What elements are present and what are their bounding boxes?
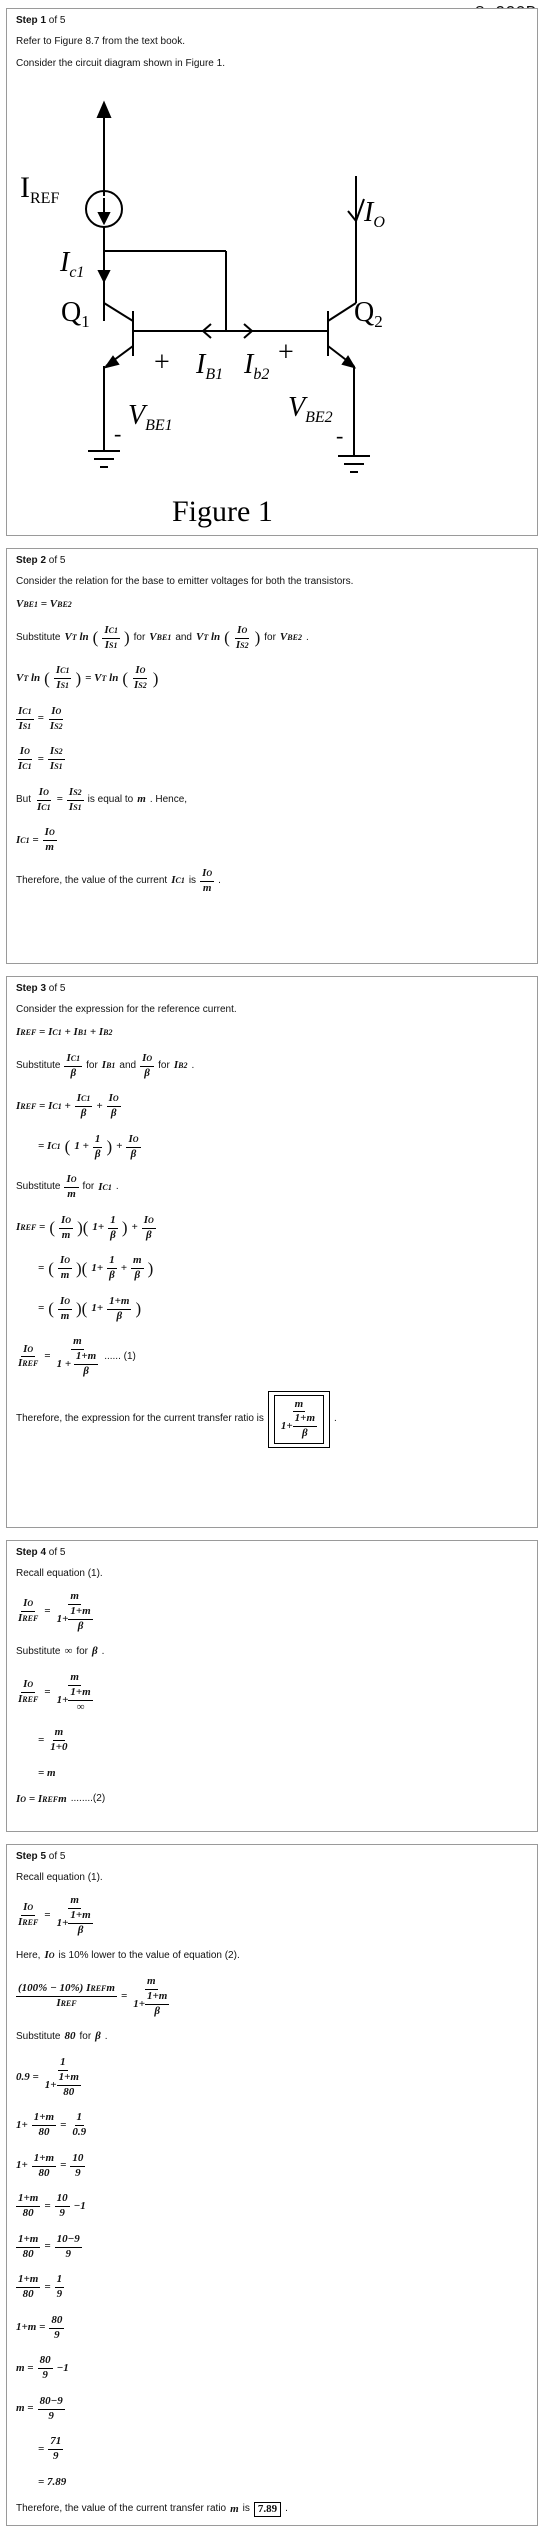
step-1-line-1: Refer to Figure 8.7 from the text book.: [16, 35, 185, 47]
step-3-header: Step 3 of 5: [16, 983, 66, 994]
step-4-card: Step 4 of 5 Recall equation (1). IO IREF = m 1+ $\frac{1+m}{\beta}$ Substitute ∞ for β . IO IREF = m 1+ 1+m ∞ = $\frac{m}{1+0}$ = m IO = IREFm ........(2): [6, 1540, 538, 1832]
io-label: $I_O$: [364, 196, 385, 231]
minus-left: -: [114, 420, 122, 446]
step-2-but: But $\frac{IO}{IC1}$ = $\frac{IS2}{IS1}$ is equal to m . Hence,: [16, 785, 188, 813]
step-2-header: Step 2 of 5: [16, 555, 66, 566]
step-1-header: Step 1 of 5: [16, 15, 66, 26]
plus-left: +: [154, 346, 170, 378]
step-5-substitute: Substitute 80 for β .: [16, 2030, 108, 2043]
step-5-header: Step 5 of 5: [16, 1851, 66, 1862]
vbe1-label: $V_{BE1}$: [128, 399, 173, 434]
final-answer: 7.89: [254, 2502, 281, 2518]
step-2-therefore: Therefore, the value of the current IC1 is IO m .: [16, 866, 221, 894]
ib2-label: $I_{b2}$: [244, 348, 270, 383]
step-3-substitute: Substitute IC1 β for IB1 and IO β for IB2 .: [16, 1051, 195, 1079]
plus-right: +: [278, 336, 294, 368]
ic1-label: $I_{c1}$: [60, 246, 85, 281]
step-5-card: Step 5 of 5 Recall equation (1). IO IREF = m 1+ $\frac{1+m}{\beta}$ Here, IO is 10% lower to the value of equation (2). (100% − 10%) IREFm IREF = m 1+ $\frac{1+m}{\beta}$ Substitute 80 for β . 0.9 = 1 1+ $\frac{1+m}{80}$ 1+ $\frac{1+m}{80}$ = $\frac{1}{0.9}$ 1+ $\frac{1+m}{80}$ = $\frac{10}{9}$ $\frac{1+m}{80}$ = $\frac{10}{9}$ −1 $\frac{1+m}{80}$ = $\frac{10-9}{9}$ $\frac{1+m}{80}$ = $\frac{1}{9}$ 1+m = $\frac{80}{9}$ m = $\frac{80}{9}$ −1 m = $\frac{80-9}{9}$ = $\frac{71}{9}$ = 7.89 Therefore, the value of the current transfer ratio m is 7.89 .: [6, 1844, 538, 2526]
minus-right: -: [336, 422, 344, 448]
step-2-substitute: Substitute VT ln ( IC1 IS1 ) for VBE1 and VT ln ( IO IS2 ) for VBE2 .: [16, 623, 309, 651]
q2-label: $Q_2$: [354, 296, 383, 331]
step-5-intro: Recall equation (1).: [16, 1871, 103, 1883]
eq-2-note: ........(2): [70, 1793, 106, 1805]
circuit-figure: [16, 81, 526, 531]
figure-caption: Figure 1: [172, 494, 273, 528]
q1-label: $Q_1$: [61, 296, 90, 331]
step-3-intro: Consider the expression for the reference current.: [16, 1003, 237, 1015]
step-1-line-2: Consider the circuit diagram shown in Figure 1.: [16, 58, 225, 69]
step-3-card: Step 3 of 5 Consider the expression for the reference current. IREF = IC1 + IB1 + IB2 Substitute IC1 β for IB1 and IO β for IB2 . IREF = IC1 + $\frac{IC1}{\beta}$ + $\frac{IO}{\beta}$ = IC1 ( 1 + $\frac{1}{\beta}$ ) + $\frac{IO}{\beta}$ Substitute IO m for IC1 . IREF = ( IO m )( 1+ $\frac{1}{\beta}$ ) + $\frac{IO}{\beta}$ = ( IO m )( 1+ $\frac{1}{\beta}$ + $\frac{m}{\beta}$ ) = ( IO m )( 1+ $\frac{1+m}{\beta}$ ) IO IREF = m 1 + $\frac{1+m}{\beta}$ ...... (1) Therefore, the expression for the current transfer ratio is m 1+ $\frac{1+m}{\beta}$ .: [6, 976, 538, 1528]
eq-1-note: ...... (1): [104, 1350, 136, 1362]
step-1-card: [6, 8, 538, 536]
step-4-substitute: Substitute ∞ for β .: [16, 1645, 105, 1658]
vbe2-label: $V_{BE2}$: [288, 391, 333, 426]
iref-label: $I_{REF}$: [20, 170, 60, 207]
step-3-therefore: Therefore, the expression for the current transfer ratio is m 1+ $\frac{1+m}{\beta}$ .: [16, 1391, 528, 1448]
step-5-here: Here, IO is 10% lower to the value of equation (2).: [16, 1949, 240, 1962]
step-2-card: Step 2 of 5 Consider the relation for the base to emitter voltages for both the transistors. VBE1 = VBE2 Substitute VT ln ( IC1 IS1 ) for VBE1 and VT ln ( IO IS2 ) for VBE2 . VT ln ( IC1 IS1 ) = VT ln ( IO IS2 ) $\frac{IC1}{IS1}$ = $\frac{IO}{IS2}$ $\frac{IO}{IC1}$ = $\frac{IS2}{IS1}$ But $\frac{IO}{IC1}$ = $\frac{IS2}{IS1}$ is equal to m . Hence, IC1 = $\frac{IO}{m}$ Therefore, the value of the current IC1 is IO m .: [6, 548, 538, 964]
step-4-header: Step 4 of 5: [16, 1547, 66, 1558]
step-2-intro: Consider the relation for the base to emitter voltages for both the transistors.: [16, 575, 354, 587]
step-3-substitute-2: Substitute IO m for IC1 .: [16, 1173, 119, 1200]
vbe-equality: VBE1 = VBE2: [16, 598, 72, 610]
step-4-intro: Recall equation (1).: [16, 1567, 103, 1579]
step-5-therefore: Therefore, the value of the current transfer ratio m is 7.89 .: [16, 2502, 528, 2518]
ib1-label: $I_{B1}$: [196, 348, 224, 383]
